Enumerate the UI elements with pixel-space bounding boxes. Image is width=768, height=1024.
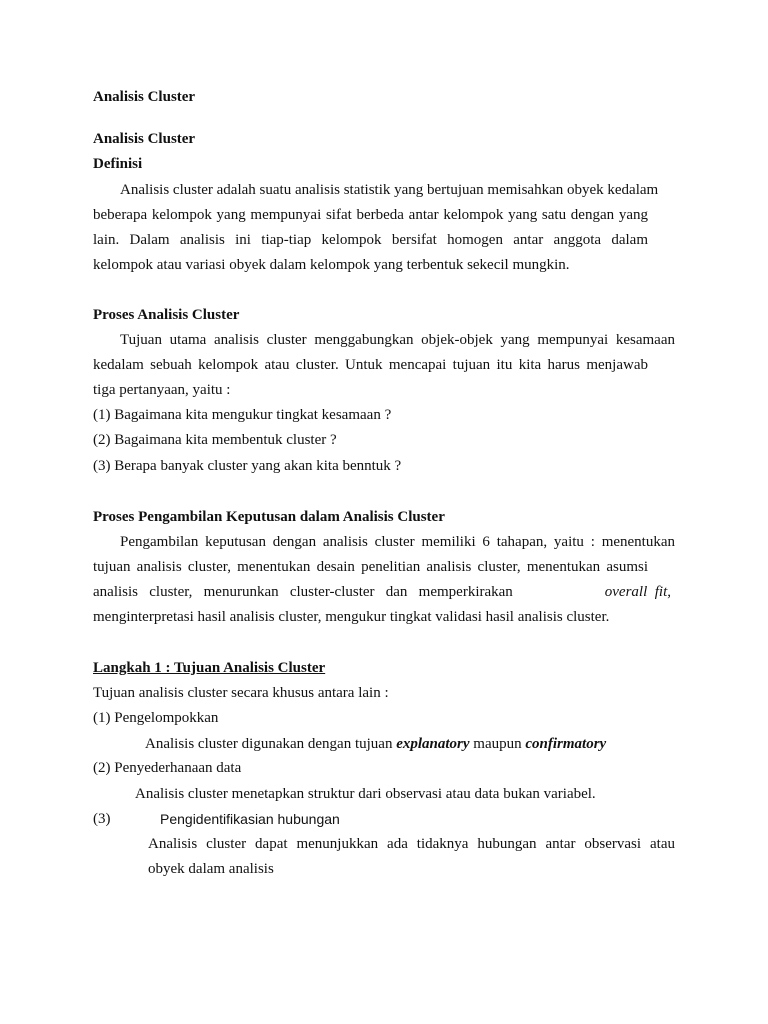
definisi-line-3: lain. Dalam analisis ini tiap-tiap kelompok bersifat homogen antar anggota dalam (93, 232, 648, 248)
langkah-item-3-text-line-1: Analisis cluster dapat menunjukkan ada tidaknya hubungan antar observasi atau (148, 836, 675, 852)
definisi-line-2: beberapa kelompok yang mempunyai sifat berbeda antar kelompok yang satu dengan yang (93, 207, 648, 223)
section-heading-proses-analisis: Proses Analisis Cluster (93, 307, 240, 323)
keputusan-line-3 (93, 583, 675, 601)
keputusan-line-1: Pengambilan keputusan dengan analisis cluster memiliki 6 tahapan, yaitu : menentukan (120, 534, 675, 550)
section-heading-langkah-1: Langkah 1 : Tujuan Analisis Cluster (93, 660, 326, 676)
section-heading-pengambilan-keputusan: Proses Pengambilan Keputusan dalam Analisis Cluster (93, 509, 445, 525)
keputusan-line-3-tail (605, 583, 671, 601)
item-1-text-a: Analisis cluster digunakan dengan tujuan (145, 736, 397, 752)
section-heading-analisis-cluster: Analisis Cluster (93, 131, 196, 147)
definisi-line-1: Analisis cluster adalah suatu analisis statistik yang bertujuan memisahkan obyek kedalam (120, 182, 659, 198)
langkah-item-1-label: (1) Pengelompokkan (93, 710, 219, 726)
proses-line-3: tiga pertanyaan, yaitu : (93, 382, 231, 398)
keputusan-line-3-comma: , (667, 584, 671, 600)
list-item: (3) Berapa banyak cluster yang akan kita benntuk ? (93, 458, 402, 474)
langkah-item-1-text (145, 735, 606, 753)
proses-line-2: kedalam sebuah kelompok atau cluster. Untuk mencapai tujuan itu kita harus menjawab (93, 357, 648, 373)
keputusan-line-2: tujuan analisis cluster, menentukan desain penelitian analisis cluster, menentukan asumsi (93, 559, 648, 575)
document-title: Analisis Cluster (93, 89, 196, 105)
list-item: (1) Bagaimana kita mengukur tingkat kesamaan ? (93, 407, 392, 423)
definisi-line-4: kelompok atau variasi obyek dalam kelompok yang terbentuk sekecil mungkin. (93, 257, 570, 273)
list-item: (2) Bagaimana kita membentuk cluster ? (93, 432, 337, 448)
langkah-item-2-text: Analisis cluster menetapkan struktur dari observasi atau data bukan variabel. (135, 786, 596, 802)
subheading-definisi: Definisi (93, 156, 143, 172)
langkah-item-3-number: (3) (93, 811, 111, 827)
keputusan-line-3-text: analisis cluster, menurunkan cluster-cluster dan memperkirakan (93, 584, 513, 600)
langkah-item-2-label: (2) Penyederhanaan data (93, 760, 242, 776)
confirmatory-term: confirmatory (525, 736, 607, 752)
overall-fit-term: overall fit (604, 584, 668, 600)
explanatory-term: explanatory (396, 736, 470, 752)
item-1-text-b: maupun (469, 736, 526, 752)
langkah-item-3-text-line-2: obyek dalam analisis (148, 861, 274, 877)
langkah-intro: Tujuan analisis cluster secara khusus antara lain : (93, 685, 389, 701)
keputusan-line-4: menginterpretasi hasil analisis cluster, mengukur tingkat validasi hasil analisis cluster. (93, 609, 610, 625)
langkah-item-3-label: Pengidentifikasian hubungan (160, 811, 340, 827)
proses-line-1: Tujuan utama analisis cluster menggabungkan objek-objek yang mempunyai kesamaan (120, 332, 675, 348)
